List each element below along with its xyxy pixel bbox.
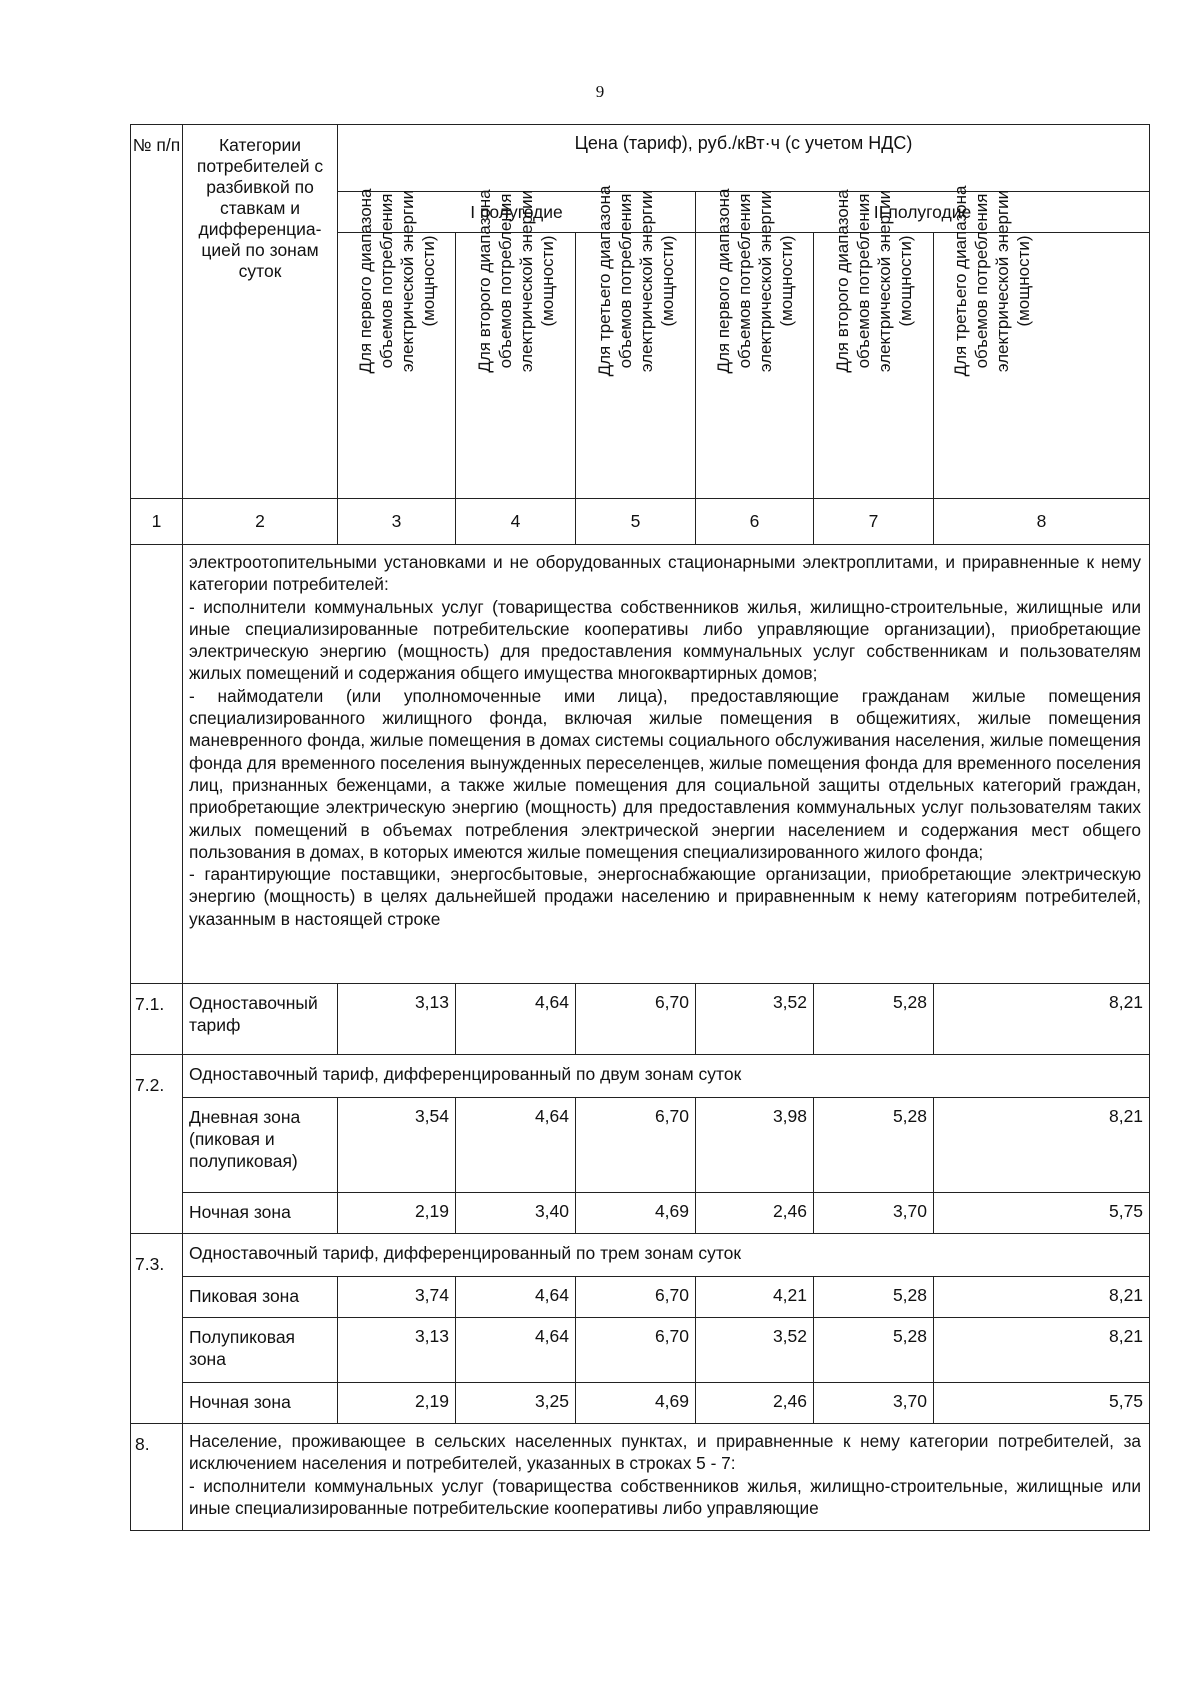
continuation-num-cell xyxy=(131,545,183,984)
header-sub-4 xyxy=(696,188,814,499)
header-half-2: II полугодие xyxy=(696,192,1150,233)
row-7-3-halfpeak xyxy=(131,1318,1150,1383)
tariff-table xyxy=(130,124,1150,1531)
row-8-paragraph: Население, проживающее в сельских населенных пунктах, и приравненные к нему категории потребителей, за исключением населения и потребителей, указанных в строках 5 - 7: xyxy=(189,1431,1142,1474)
header-sub-3 xyxy=(576,185,696,499)
col-num-2: 2 xyxy=(183,499,338,545)
col-num-6: 6 xyxy=(696,499,814,545)
value-cell: 3,13 xyxy=(338,1318,456,1383)
value-cell: 4,64 xyxy=(456,1277,576,1318)
value-cell: 5,28 xyxy=(814,1277,934,1318)
value-cell: 4,64 xyxy=(456,1318,576,1383)
row-name: Пиковая зона xyxy=(183,1277,338,1318)
value-cell: 3,52 xyxy=(696,984,814,1055)
row-8-text xyxy=(183,1424,1150,1531)
row-num: 7.2. xyxy=(131,1055,183,1234)
value-cell: 5,28 xyxy=(814,1098,934,1193)
value-cell: 3,70 xyxy=(814,1193,934,1234)
row-subtitle: Одноставочный тариф, дифференцированный по трем зонам суток xyxy=(183,1234,1150,1277)
value-cell: 6,70 xyxy=(576,1318,696,1383)
value-cell: 3,70 xyxy=(814,1383,934,1424)
col-num-8: 8 xyxy=(934,499,1150,545)
value-cell: 3,40 xyxy=(456,1193,576,1234)
value-cell: 3,74 xyxy=(338,1277,456,1318)
continuation-paragraph: - гарантирующие поставщики, энергосбытовые, энергоснабжающие организации, приобретающие электрическую энергию (мощность) в целях дальнейшей продажи населению и приравненным к нему категориям потребителей, указанным в настоящей строке xyxy=(189,864,1142,929)
page-number: 9 xyxy=(595,82,605,101)
header-sub-2-text: Для второго диапазона объемов потребления электрической энергии (мощности) xyxy=(474,189,557,373)
row-name: Дневная зона (пиковая и полупиковая) xyxy=(183,1098,338,1193)
value-cell: 6,70 xyxy=(576,1277,696,1318)
value-cell: 4,64 xyxy=(456,984,576,1055)
row-7-1 xyxy=(131,984,1150,1055)
value-cell: 2,46 xyxy=(696,1383,814,1424)
row-7-3-peak xyxy=(131,1277,1150,1318)
header-sub-6 xyxy=(934,185,1150,499)
value-cell: 8,21 xyxy=(934,1098,1150,1193)
row-7-3-title xyxy=(131,1234,1150,1277)
header-sub-1 xyxy=(338,188,456,499)
column-number-row xyxy=(131,499,1150,545)
value-cell: 2,46 xyxy=(696,1193,814,1234)
row-7-2-title xyxy=(131,1055,1150,1098)
row-subtitle: Одноставочный тариф, дифференцированный по двум зонам суток xyxy=(183,1055,1150,1098)
value-cell: 6,70 xyxy=(576,1098,696,1193)
value-cell: 5,28 xyxy=(814,984,934,1055)
continuation-paragraph: - наймодатели (или уполномоченные ими лица), предоставляющие гражданам жилые помещения специализированного жилищного фонда, включая жилые помещения в общежитиях, жилые помещения маневренного фонда, жилые помещения в домах системы социального обслуживания населения, жилые помещения фонда для временного поселения вынужденных переселенцев, жилые помещения фонда для временного поселения лиц, признанных беженцами, а также жилые помещения для социальной защиты отдельных категорий граждан, приобретающие электрическую энергию (мощность) для предоставления коммунальных услуг пользователям таких жилых помещений в объемах потребления электрической энергии населением и содержания мест общего пользования в домах, в которых имеются жилые помещения специализированного жилого фонда; xyxy=(189,685,1142,862)
value-cell: 8,21 xyxy=(934,984,1150,1055)
row-num: 7.3. xyxy=(131,1234,183,1424)
header-sub-6-text: Для третьего диапазона объемов потребления электрической энергии (мощности) xyxy=(951,185,1033,377)
value-cell: 8,21 xyxy=(934,1318,1150,1383)
continuation-row xyxy=(131,545,1150,984)
header-price-title: Цена (тариф), руб./кВт·ч (с учетом НДС) xyxy=(338,125,1150,192)
header-sub-3-text: Для третьего диапазона объемов потребления электрической энергии (мощности) xyxy=(594,185,677,377)
value-cell: 4,69 xyxy=(576,1383,696,1424)
col-num-7: 7 xyxy=(814,499,934,545)
value-cell: 3,25 xyxy=(456,1383,576,1424)
continuation-paragraph: электроотопительными установками и не оборудованных стационарными электроплитами, и приравненные к нему категории потребителей: xyxy=(189,552,1142,595)
header-sub-5-text: Для второго диапазона объемов потребления электрической энергии (мощности) xyxy=(832,189,915,373)
row-7-2-day xyxy=(131,1098,1150,1193)
value-cell: 4,64 xyxy=(456,1098,576,1193)
row-name: Полупиковая зона xyxy=(183,1318,338,1383)
value-cell: 2,19 xyxy=(338,1383,456,1424)
header-category-cell: Категории потребителей с разбивкой по ставкам и дифференциа-цией по зонам суток xyxy=(183,125,338,499)
value-cell: 3,13 xyxy=(338,984,456,1055)
value-cell: 3,52 xyxy=(696,1318,814,1383)
value-cell: 3,98 xyxy=(696,1098,814,1193)
row-name: Ночная зона xyxy=(183,1193,338,1234)
value-cell: 4,69 xyxy=(576,1193,696,1234)
row-7-3-night xyxy=(131,1383,1150,1424)
col-num-4: 4 xyxy=(456,499,576,545)
value-cell: 5,75 xyxy=(934,1193,1150,1234)
col-num-3: 3 xyxy=(338,499,456,545)
row-num: 8. xyxy=(131,1424,183,1531)
value-cell: 4,21 xyxy=(696,1277,814,1318)
value-cell: 5,28 xyxy=(814,1318,934,1383)
continuation-paragraph: - исполнители коммунальных услуг (товарищества собственников жилья, жилищно-строительные, жилищные или иные специализированные потребительские кооперативы либо управляющие организации), приобретающие электрическую энергию (мощность) для предоставления коммунальных услуг собственникам и пользователям жилых помещений и содержания общего имущества многоквартирных домов; xyxy=(189,596,1142,684)
row-name: Одноставочный тариф xyxy=(183,984,338,1055)
row-8-paragraph: - исполнители коммунальных услуг (товарищества собственников жилья, жилищно-строительные, жилищные или иные специализированные потребительские кооперативы либо управляющие xyxy=(189,1475,1142,1518)
row-name: Ночная зона xyxy=(183,1383,338,1424)
row-7-2-night xyxy=(131,1193,1150,1234)
header-sub-4-text: Для первого диапазона объемов потребления электрической энергии (мощности) xyxy=(713,188,796,374)
col-num-5: 5 xyxy=(576,499,696,545)
col-num-1: 1 xyxy=(131,499,183,545)
header-num-cell: № п/п xyxy=(131,125,183,499)
value-cell: 6,70 xyxy=(576,984,696,1055)
value-cell: 5,75 xyxy=(934,1383,1150,1424)
value-cell: 8,21 xyxy=(934,1277,1150,1318)
value-cell: 3,54 xyxy=(338,1098,456,1193)
header-half-1: I полугодие xyxy=(338,192,696,233)
header-sub-1-text: Для первого диапазона объемов потребления электрической энергии (мощности) xyxy=(355,188,438,374)
continuation-text xyxy=(183,545,1150,984)
value-cell: 2,19 xyxy=(338,1193,456,1234)
row-num: 7.1. xyxy=(131,984,183,1055)
row-8 xyxy=(131,1424,1150,1531)
